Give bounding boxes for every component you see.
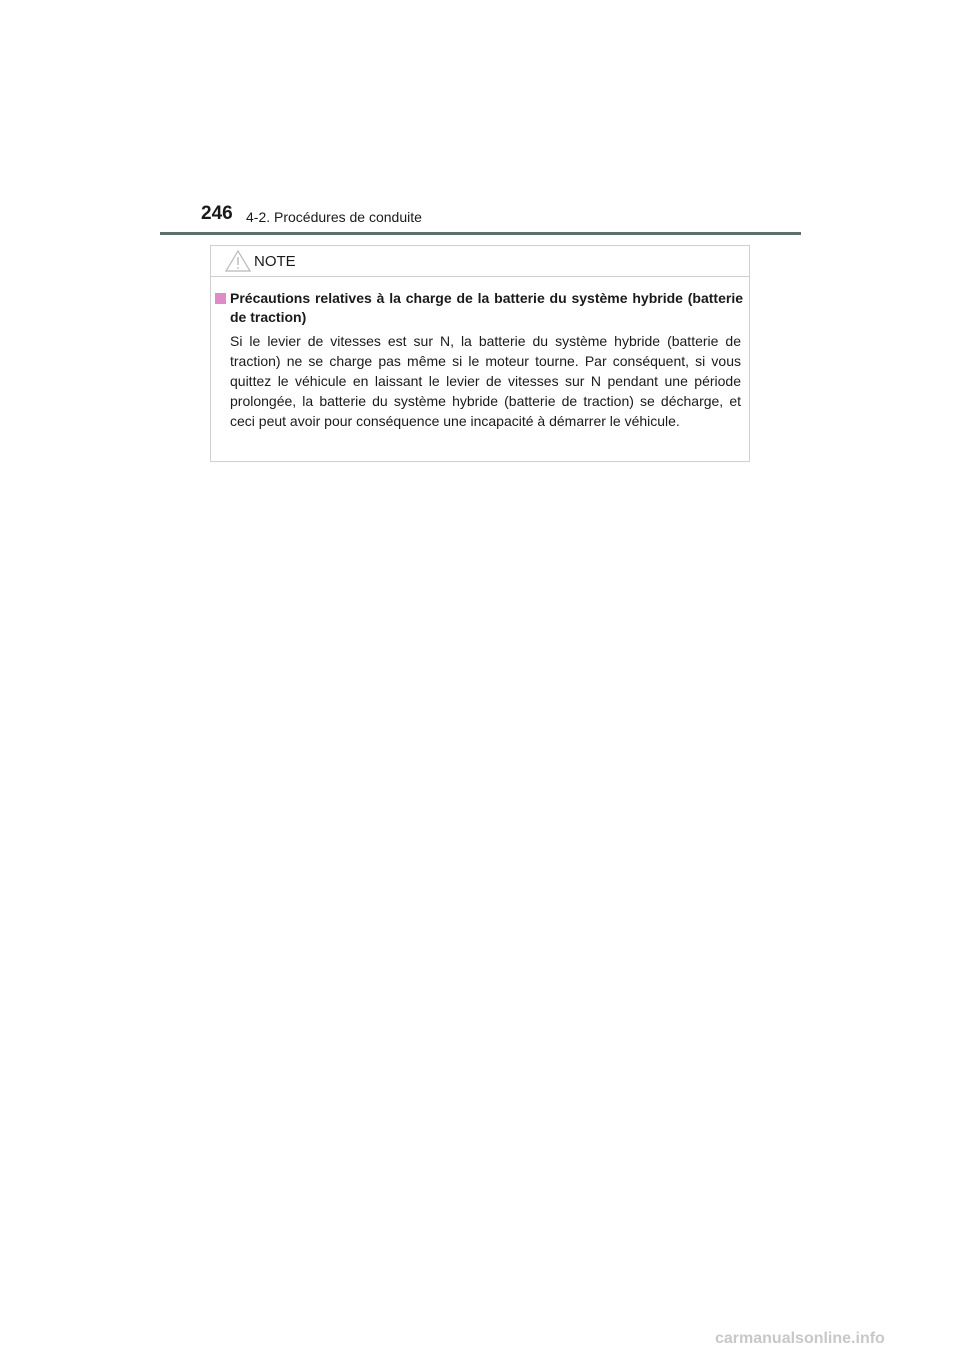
note-heading: Précautions relatives à la charge de la batterie du système hybride (batterie de traction) bbox=[230, 290, 743, 325]
watermark: carmanualsonline.info bbox=[715, 1330, 885, 1347]
header-divider bbox=[160, 232, 801, 235]
note-box bbox=[210, 245, 750, 462]
note-paragraph: Si le levier de vitesses est sur N, la batterie du système hybride (batterie de traction) ne se charge pas même si le moteur tourne. Par conséquent, si vous quittez le véhicule en laissant le levier de vitesses sur N pendant une période prolongée, la batterie du système hybride (batterie de traction) se décharge, et ceci peut avoir pour conséquence une incapacité à démarrer le véhicule. bbox=[230, 333, 741, 429]
note-label: NOTE bbox=[254, 253, 296, 270]
note-header bbox=[211, 246, 749, 277]
section-title: 4-2. Procédures de conduite bbox=[246, 209, 422, 225]
page-number: 246 bbox=[201, 203, 233, 224]
warning-triangle-icon bbox=[225, 250, 251, 272]
bullet-square-icon bbox=[215, 293, 226, 304]
